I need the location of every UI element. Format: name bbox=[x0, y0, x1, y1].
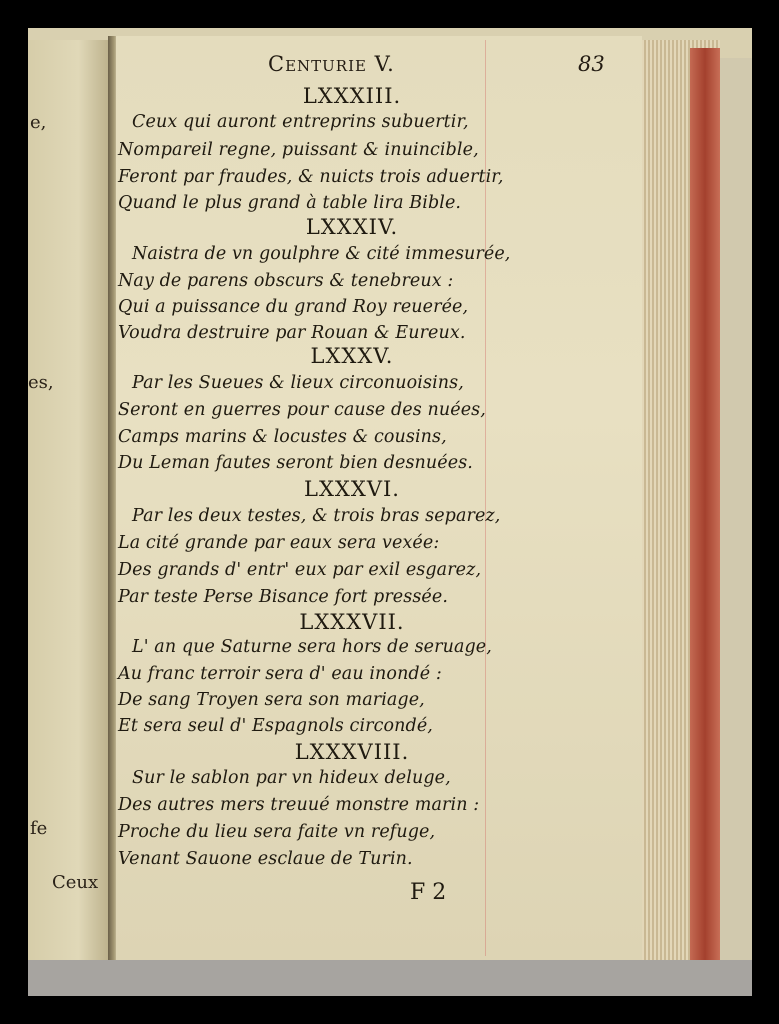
quatrain-numeral: LXXXIV. bbox=[305, 215, 399, 239]
verse-line: Au franc terroir sera d' eau inondé : bbox=[118, 664, 442, 684]
left-fragment: fe bbox=[30, 818, 48, 839]
quatrain-numeral: LXXXVII. bbox=[299, 610, 405, 634]
verse-line: Nay de parens obscurs & tenebreux : bbox=[118, 271, 454, 291]
quatrain-numeral: LXXXVIII. bbox=[294, 740, 410, 764]
verse-line: Qui a puissance du grand Roy reuerée, bbox=[118, 297, 469, 317]
verse-line: Des autres mers treuué monstre marin : bbox=[118, 795, 480, 815]
verse-line: Proche du lieu sera faite vn refuge, bbox=[118, 822, 436, 842]
verse-line: Seront en guerres pour cause des nuées, bbox=[118, 400, 486, 420]
verse-line: Des grands d' entr' eux par exil esgarez, bbox=[118, 560, 482, 580]
verse-line: Du Leman fautes seront bien desnuées. bbox=[118, 453, 473, 473]
verse-line: Et sera seul d' Espagnols circondé, bbox=[118, 716, 433, 736]
bottom-strip bbox=[28, 960, 752, 996]
catchword-left: Ceux bbox=[52, 872, 99, 893]
verse-line: L' an que Saturne sera hors de seruage, bbox=[132, 637, 492, 657]
left-fragment: es, bbox=[28, 372, 54, 393]
cover-board bbox=[720, 58, 752, 968]
verse-line: Quand le plus grand à table lira Bible. bbox=[118, 193, 462, 213]
verse-line: Ceux qui auront entreprins subuertir, bbox=[132, 112, 469, 132]
verse-line: Par teste Perse Bisance fort pressée. bbox=[118, 587, 448, 607]
quatrain-numeral: LXXXIII. bbox=[302, 84, 402, 108]
verse-line: Feront par fraudes, & nuicts trois aduertir, bbox=[118, 167, 504, 187]
left-fragment: e, bbox=[30, 112, 47, 133]
verse-line: De sang Troyen sera son mariage, bbox=[118, 690, 425, 710]
quatrain-numeral: LXXXV. bbox=[310, 344, 394, 368]
verse-line: Naistra de vn goulphre & cité immesurée, bbox=[132, 244, 511, 264]
page-number: 83 bbox=[578, 52, 605, 76]
quatrain-numeral: LXXXVI. bbox=[304, 477, 400, 501]
verse-line: Par les Sueues & lieux circonuoisins, bbox=[132, 373, 464, 393]
page-header: Centurie V. bbox=[268, 52, 395, 76]
verse-line: Nompareil regne, puissant & inuincible, bbox=[118, 140, 479, 160]
red-page-edge bbox=[690, 48, 720, 966]
verse-line: Camps marins & locustes & cousins, bbox=[118, 427, 447, 447]
verse-line: Venant Sauone esclaue de Turin. bbox=[118, 849, 413, 869]
verse-line: Voudra destruire par Rouan & Eureux. bbox=[118, 323, 466, 343]
verse-line: La cité grande par eaux sera vexée: bbox=[118, 533, 440, 553]
verse-line: Sur le sablon par vn hideux deluge, bbox=[132, 768, 451, 788]
verse-line: Par les deux testes, & trois bras separez, bbox=[132, 506, 501, 526]
signature-mark: F 2 bbox=[410, 880, 447, 905]
